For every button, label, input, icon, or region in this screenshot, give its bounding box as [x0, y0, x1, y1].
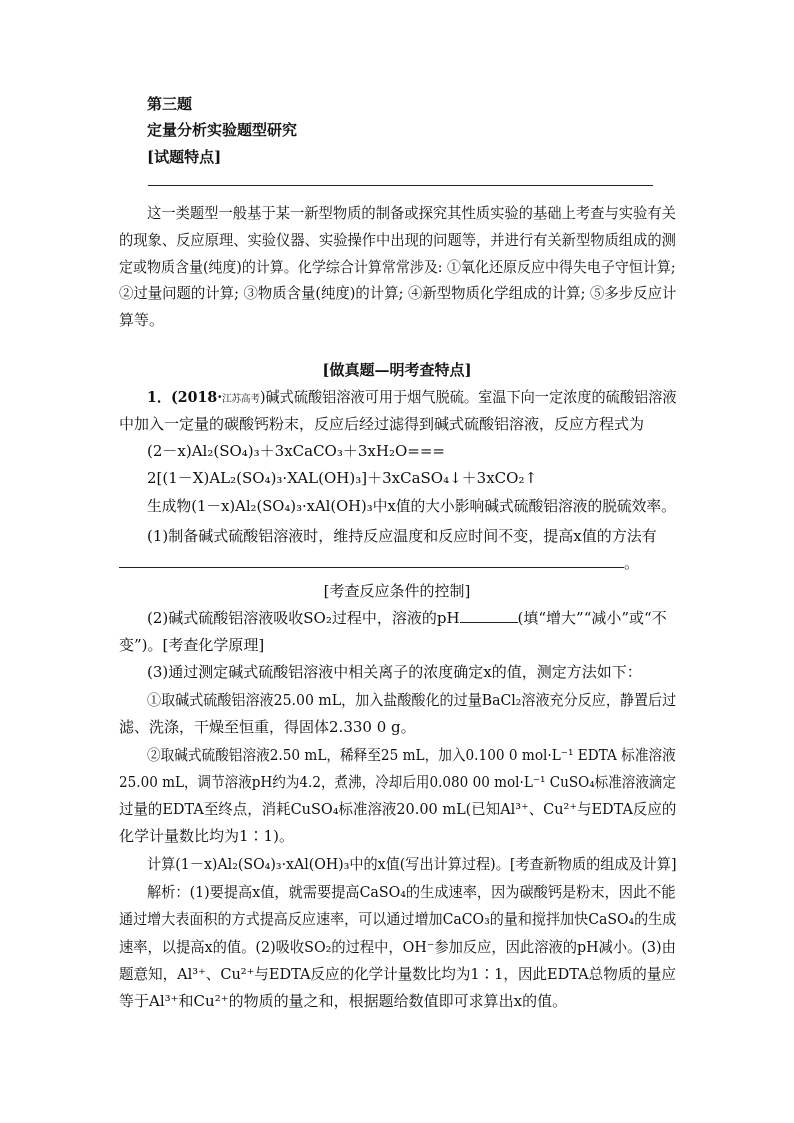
header-divider: [148, 185, 653, 186]
analysis-line-2: 通过增大表面积的方式提高反应速率，可以通过增加CaCO₃的量和搅拌加快CaSO₄的生成: [119, 910, 677, 928]
q1-step2-line-1: ②取碱式硫酸铝溶液2.50 mL，稀释至25 mL，加入0.100 0 mol·L⁻¹ EDTA 标准溶液: [147, 746, 676, 764]
answer-blank-1[interactable]: [119, 553, 624, 568]
real-exam-heading: [做真题—明考查特点]: [322, 361, 472, 379]
section-title: 定量分析实验题型研究: [147, 121, 298, 139]
section-number: 第三题: [147, 95, 193, 113]
intro-line-5: 算等。: [119, 311, 165, 329]
intro-line-4: ②过量问题的计算; ③物质含量(纯度)的计算; ④新型物质化学组成的计算; ⑤多步反应计: [119, 284, 677, 302]
intro-line-1: 这一类题型一般基于某一新型物质的制备或探究其性质实验的基础上考查与实验有关: [147, 204, 676, 222]
q1-calc-line: 计算(1－x)Al₂(SO₄)₃·xAl(OH)₃中的x值(写出计算过程)。[考查新物质的组成及计算]: [147, 855, 677, 873]
q1-stem-rest: )碱式硫酸铝溶液可用于烟气脱硫。室温下向一定浓度的硫酸铝溶液: [259, 388, 677, 406]
q1-step2-line-4: 化学计量数比均为1∶1)。: [119, 827, 294, 845]
intro-line-3: 定或物质含量(纯度)的计算。化学综合计算常常涉及: ①氧化还原反应中得失电子守恒计算;: [119, 258, 676, 276]
q1-equation-line-2: 2[(1－X)AL₂(SO₄)₃·XAL(OH)₃]＋3xCaSO₄↓＋3xCO₂↑: [147, 469, 538, 487]
analysis-line-3: 速率，以提高x的值。(2)吸收SO₂的过程中，OH⁻参加反应，因此溶液的pH减小。(3)由: [119, 938, 676, 956]
q1-part2-line-1: [147, 608, 667, 628]
q1-step2-line-2: 25.00 mL，调节溶液pH约为4.2，煮沸，冷却后用0.080 00 mol·L⁻¹ CuSO₄标准溶液滴定: [119, 773, 677, 791]
q1-part1-tag: [考查反应条件的控制]: [323, 582, 471, 600]
q1-step1-line-2: 滤、洗涤，干燥至恒重，得固体2.330 0 g。: [119, 718, 416, 736]
q1-step1-line-1: ①取碱式硫酸铝溶液25.00 mL，加入盐酸酸化的过量BaCl₂溶液充分反应，静置后过: [147, 691, 677, 709]
q1-stem-line-1: [147, 387, 677, 410]
q1-source: 江苏高考: [222, 394, 260, 405]
answer-blank-2[interactable]: [460, 608, 518, 623]
q1-number: 1．(2018·: [147, 388, 223, 406]
q1-part3-line-1: (3)通过测定碱式硫酸铝溶液中相关离子的浓度确定x的值，测定方法如下：: [147, 663, 642, 681]
q1-part2-pre: (2)碱式硫酸铝溶液吸收SO₂过程中，溶液的pH: [147, 609, 460, 627]
q1-part1-line-1: (1)制备碱式硫酸铝溶液时，维持反应温度和反应时间不变，提高x值的方法有: [147, 527, 657, 545]
q1-part2-line-2: 变”)。[考查化学原理]: [119, 636, 265, 654]
q1-equation-line-1: (2－x)Al₂(SO₄)₃＋3xCaCO₃＋3xH₂O===: [147, 442, 445, 460]
analysis-line-4: 题意知，Al³⁺、Cu²⁺与EDTA反应的化学计量数比均为1∶1，因此EDTA总物质的量应: [119, 965, 676, 983]
analysis-line-5: 等于Al³⁺和Cu²⁺的物质的量之和，根据题给数值即可求算出x的值。: [119, 992, 568, 1010]
intro-line-2: 的现象、反应原理、实验仪器、实验操作中出现的问题等，并进行有关新型物质组成的测: [119, 231, 676, 249]
analysis-line-1: 解析：(1)要提高x值，就需要提高CaSO₄的生成速率，因为碳酸钙是粉末，因此不能: [147, 883, 676, 901]
features-heading: [试题特点]: [147, 148, 222, 166]
q1-part1-answer-line: [119, 553, 639, 573]
q1-step2-line-3: 过量的EDTA至终点，消耗CuSO₄标准溶液20.00 mL(已知Al³⁺、Cu²⁺与EDTA反应的: [119, 800, 677, 818]
q1-stem-line-2: 中加入一定量的碳酸钙粉末，反应后经过滤得到碱式硫酸铝溶液，反应方程式为: [119, 415, 645, 433]
q1-part1-end: 。: [624, 554, 640, 572]
q1-product-line: 生成物(1－x)Al₂(SO₄)₃·xAl(OH)₃中x值的大小影响碱式硫酸铝溶液的脱硫效率。: [147, 497, 676, 515]
q1-part2-post: (填“增大”“减小”或“不: [517, 609, 667, 627]
